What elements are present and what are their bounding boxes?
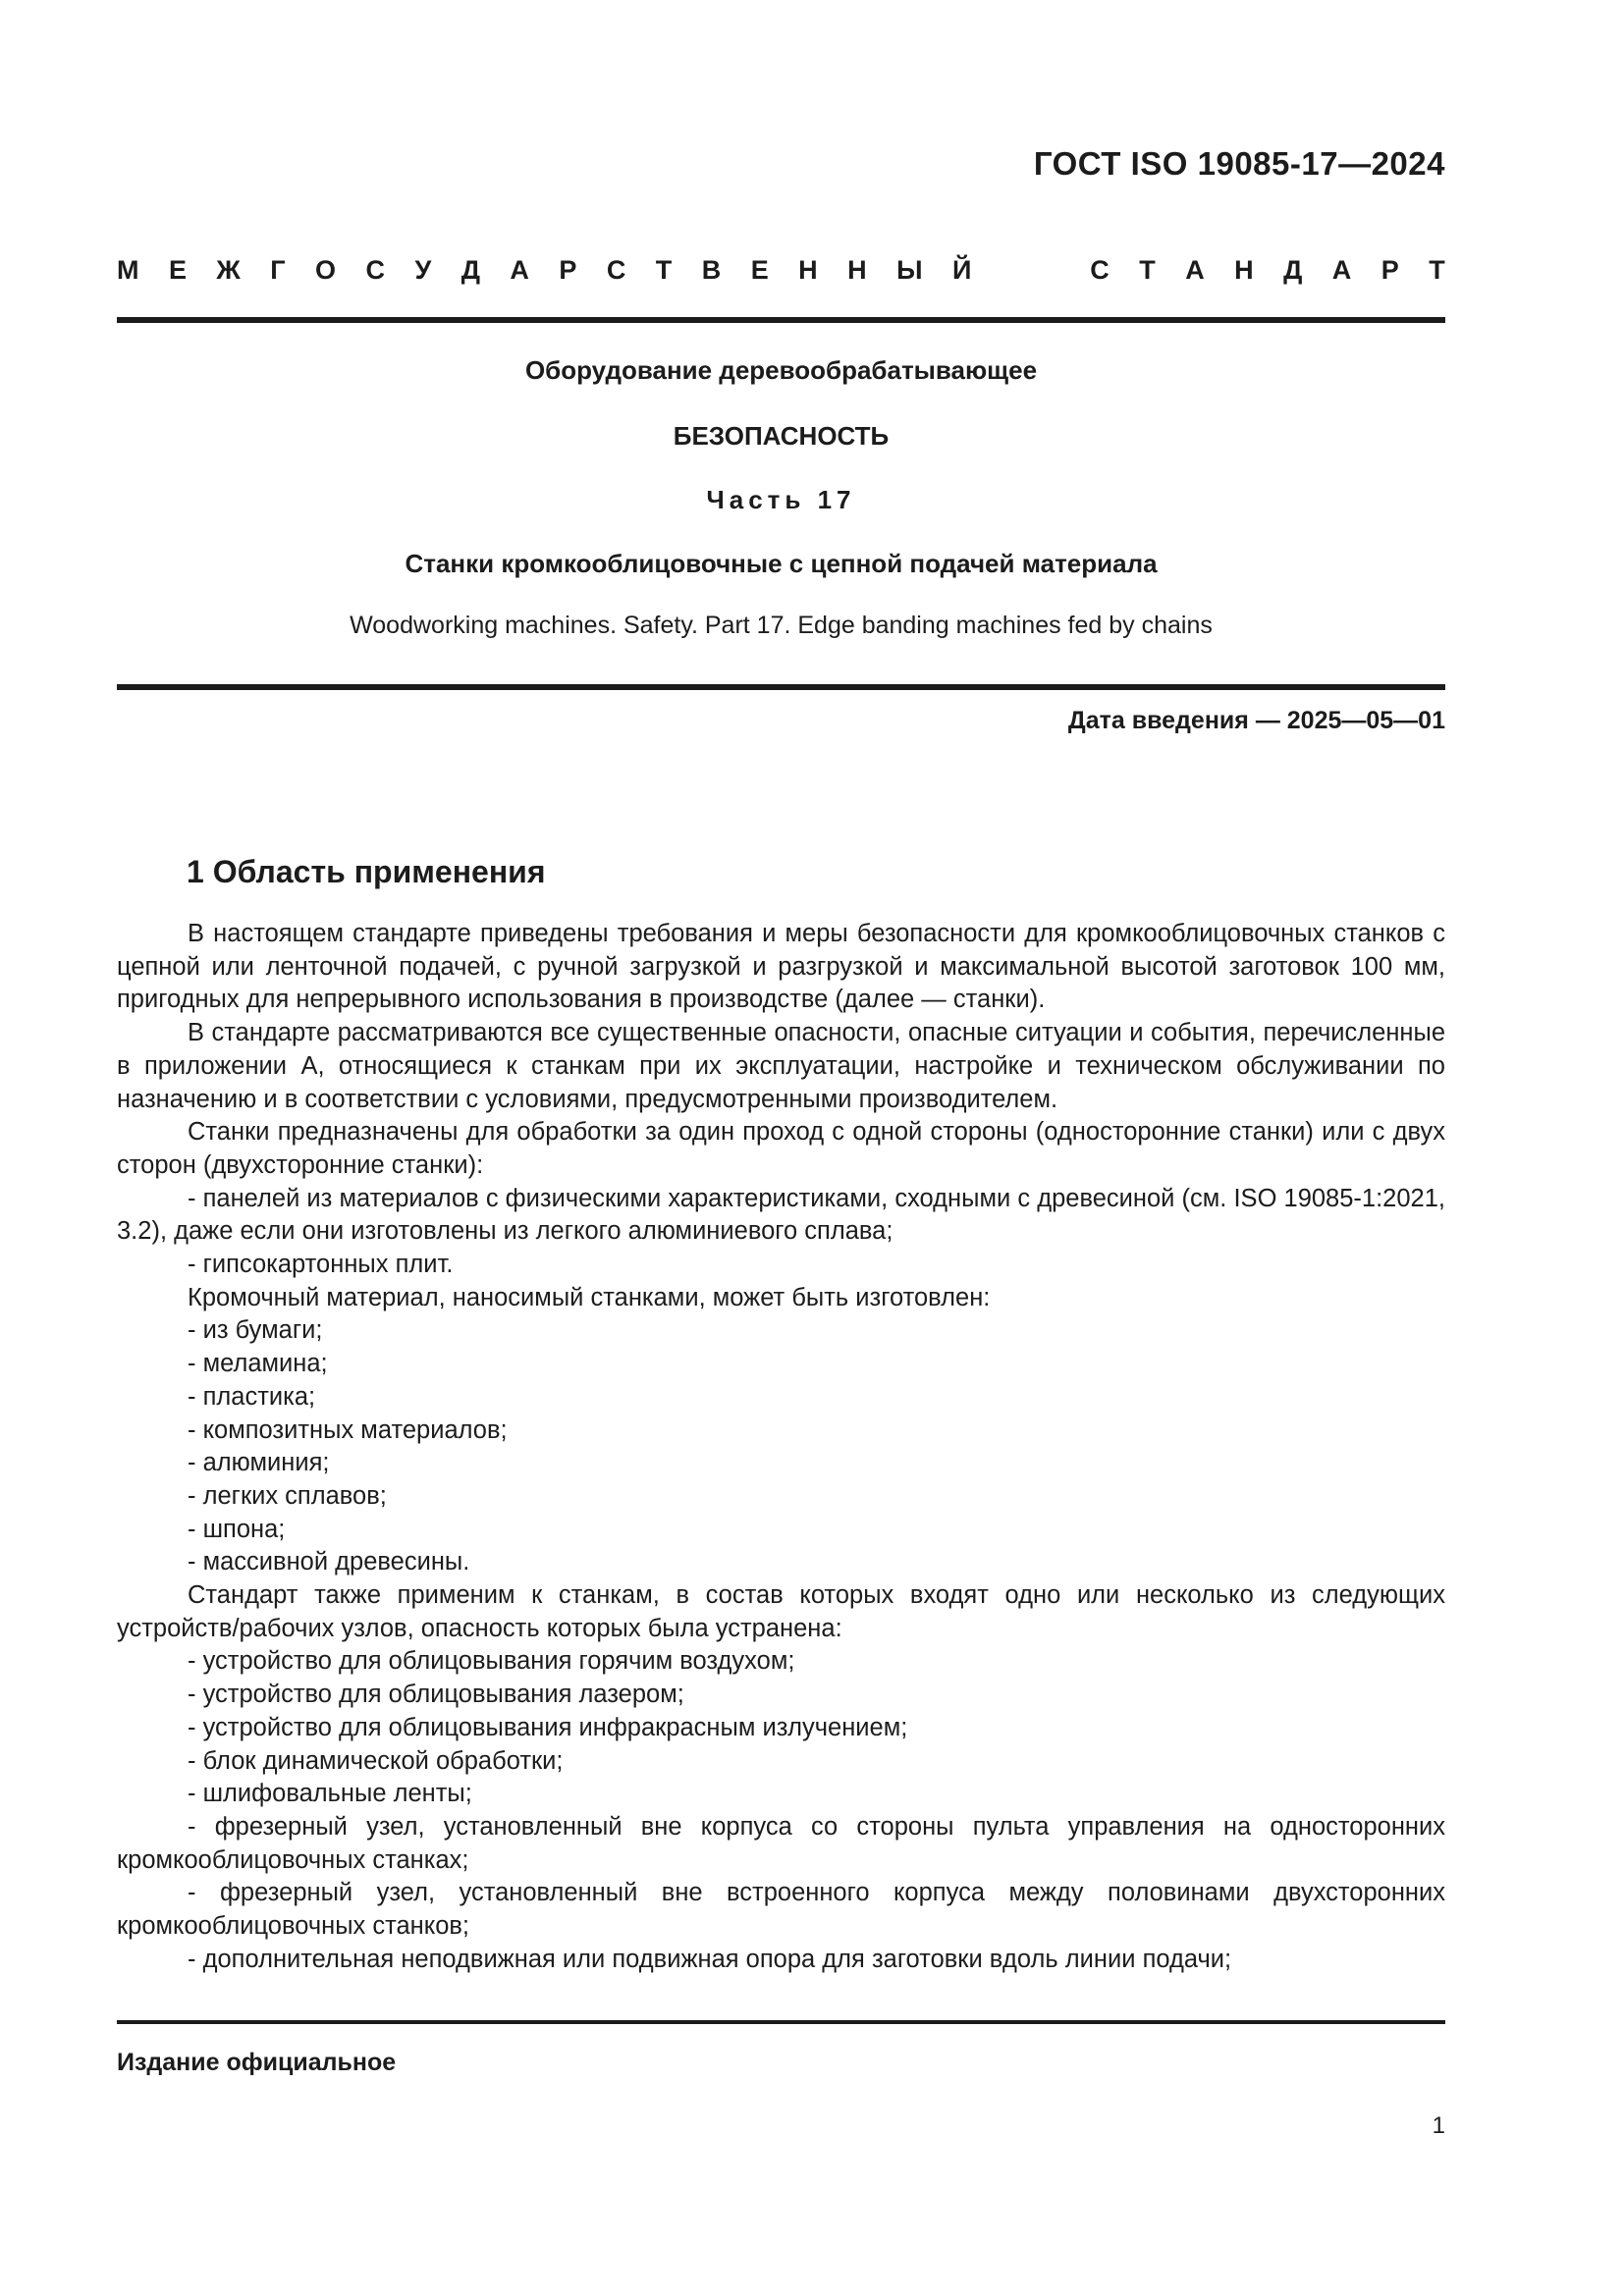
- interstate-letter: Н: [1234, 255, 1254, 285]
- title-line-1: Оборудование деревообрабатывающее: [524, 355, 1038, 385]
- interstate-letter: С: [365, 255, 386, 285]
- interstate-standard-label: [117, 255, 1445, 286]
- footer-rule: [117, 2020, 1445, 2024]
- interstate-letter: Ж: [216, 255, 241, 285]
- list-item: - устройство для облицовывания горячим воздухом;: [188, 1647, 795, 1676]
- interstate-letter: Р: [1380, 255, 1399, 285]
- interstate-letter: Ы: [896, 255, 923, 285]
- list-item: - массивной древесины.: [188, 1548, 470, 1576]
- interstate-letter: Й: [951, 255, 972, 285]
- list-item: - из бумаги;: [188, 1316, 323, 1345]
- interstate-letter: Г: [270, 255, 286, 285]
- interstate-letter: Д: [1283, 255, 1303, 285]
- list-item: - фрезерный узел, установленный вне корпуса со стороны пульта управления на односторонних кромкооблицовочных станках;: [117, 1812, 1445, 1874]
- interstate-letter: А: [510, 255, 529, 285]
- edition-label: Издание официальное: [117, 2049, 397, 2076]
- interstate-letter: Д: [460, 255, 480, 285]
- page-number: 1: [1432, 2112, 1445, 2139]
- interstate-letter: У: [414, 255, 432, 285]
- interstate-letter: А: [1185, 255, 1205, 285]
- list-item: - алюминия;: [188, 1449, 330, 1477]
- list-item: - шлифовальные ленты;: [188, 1780, 472, 1808]
- list-item: - пластика;: [188, 1382, 316, 1411]
- paragraph: Кромочный материал, наносимый станками, может быть изготовлен:: [188, 1283, 991, 1311]
- paragraph: В стандарте рассматриваются все существенные опасности, опасные ситуации и события, перечисленные в приложении А, относящиеся к станкам при их эксплуатации, настройке и техническом обслуживании по назначению и в соответствии с условиями, предусмотренными производителем.: [117, 1019, 1445, 1113]
- interstate-letter: Н: [798, 255, 818, 285]
- paragraph: Стандарт также применим к станкам, в состав которых входят одно или несколько из следующих устройств/рабочих узлов, опасность которых была устранена:: [117, 1581, 1445, 1642]
- interstate-letter: Е: [750, 255, 769, 285]
- title-part: Часть 17: [706, 485, 856, 514]
- list-item: - блок динамической обработки;: [188, 1746, 564, 1775]
- interstate-letter: Т: [1429, 255, 1445, 285]
- letter-gap: [1001, 255, 1060, 286]
- interstate-letter: С: [1090, 255, 1110, 285]
- top-rule: [117, 317, 1445, 323]
- section-heading: 1 Область применения: [187, 854, 546, 889]
- list-item: - композитных материалов;: [188, 1415, 508, 1444]
- title-bottom-rule: [117, 684, 1445, 690]
- interstate-letter: В: [701, 255, 722, 285]
- title-line-2: БЕЗОПАСНОСТЬ: [673, 421, 890, 451]
- introduction-date: Дата введения — 2025—05—01: [1067, 707, 1445, 734]
- interstate-letter: Т: [655, 255, 673, 285]
- list-item: - дополнительная неподвижная или подвижная опора для заготовки вдоль линии подачи;: [188, 1945, 1232, 1973]
- standard-code: ГОСТ ISO 19085-17—2024: [1033, 145, 1445, 182]
- section-body: [117, 918, 1445, 1977]
- interstate-letter: Н: [847, 255, 867, 285]
- english-title: Woodworking machines. Safety. Part 17. Edge banding machines fed by chains: [350, 612, 1213, 639]
- paragraph: Станки предназначены для обработки за один проход с одной стороны (односторонние станки) или с двух сторон (двухсторонние станки):: [117, 1118, 1445, 1179]
- paragraph: В настоящем стандарте приведены требования и меры безопасности для кромкооблицовочных станков с цепной или ленточной подачей, с ручной загрузкой и разгрузкой и максимальной высотой заготовок 100 мм, пригодных для непрерывного использования в производстве (далее — станки).: [117, 920, 1445, 1014]
- interstate-letter: Т: [1139, 255, 1156, 285]
- interstate-letter: Е: [168, 255, 187, 285]
- list-item: - устройство для облицовывания инфракрасным излучением;: [188, 1713, 908, 1741]
- list-item: - фрезерный узел, установленный вне встроенного корпуса между половинами двухсторонних кромкооблицовочных станков;: [117, 1879, 1445, 1941]
- interstate-letter: С: [606, 255, 626, 285]
- title-line-4: Станки кромкооблицовочные с цепной подачей материала: [405, 549, 1158, 578]
- list-item: - панелей из материалов с физическими характеристиками, сходными с древесиной (см. ISO 19085-1:2021, 3.2), даже если они изготовлены из легкого алюминиевого сплава;: [117, 1184, 1445, 1246]
- list-item: - устройство для облицовывания лазером;: [188, 1681, 684, 1709]
- interstate-letter: О: [315, 255, 337, 285]
- interstate-letter: М: [117, 255, 139, 285]
- list-item: - гипсокартонных плит.: [188, 1251, 454, 1279]
- interstate-letter: А: [1331, 255, 1352, 285]
- list-item: - меламина;: [188, 1350, 328, 1378]
- list-item: - легких сплавов;: [188, 1481, 387, 1510]
- list-item: - шпона;: [188, 1515, 286, 1543]
- interstate-letter: Р: [559, 255, 577, 285]
